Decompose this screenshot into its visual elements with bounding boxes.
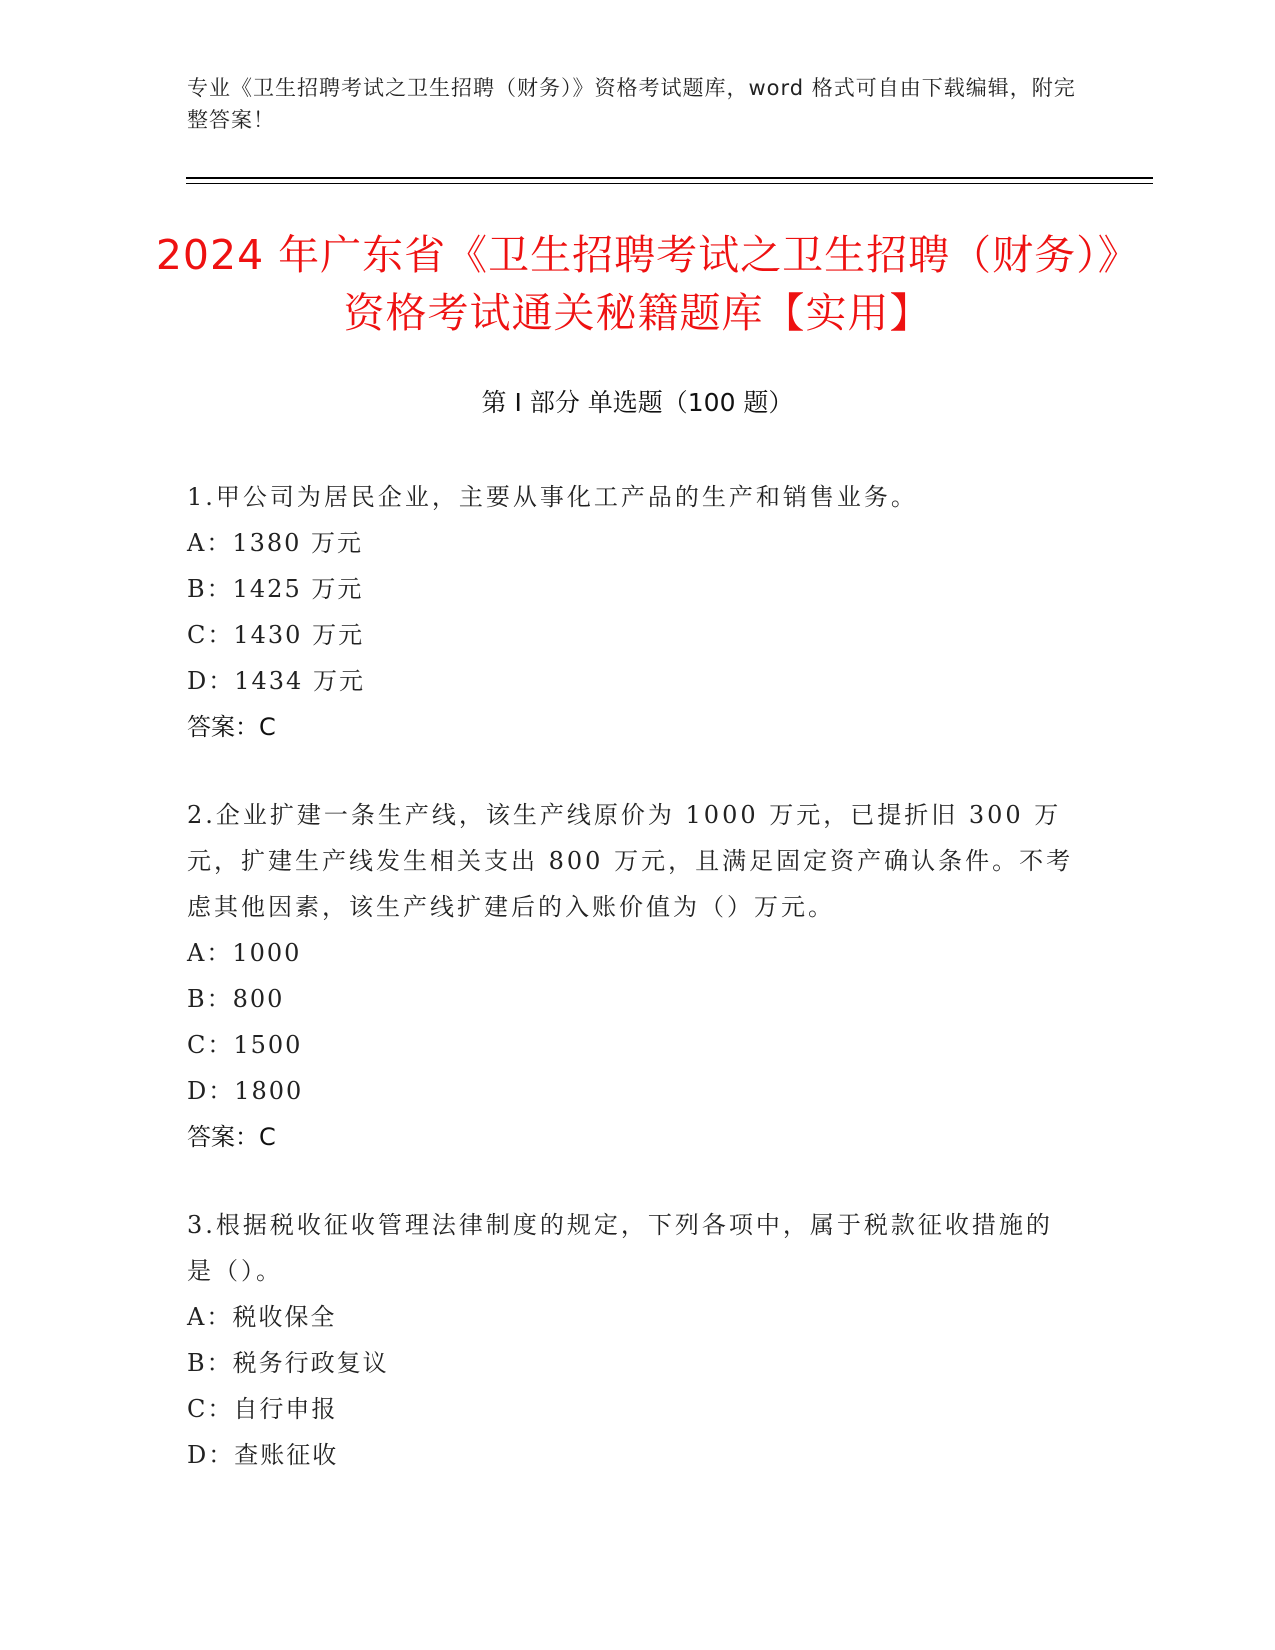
question-3 <box>187 1202 1077 1478</box>
question-list <box>187 474 1077 1520</box>
page-title: 2024 年广东省《卫生招聘考试之卫生招聘（财务）》资格考试通关秘籍题库【实用】 <box>155 231 1120 337</box>
header-divider-thick <box>186 177 1153 179</box>
option-b: B：800 <box>187 985 285 1013</box>
question-stem: 2.企业扩建一条生产线，该生产线原价为 1000 万元，已提折旧 300 万元，扩建生产线发生相关支出 800 万元，且满足固定资产确认条件。不考虑其他因素，该生产线扩建后的入账价值为（）万元。 <box>187 801 1074 921</box>
header-note: 专业《卫生招聘考试之卫生招聘（财务）》资格考试题库，word 格式可自由下载编辑，附完整答案！ <box>187 76 1076 132</box>
option-d: D：1800 <box>187 1077 304 1105</box>
answer: 答案：C <box>187 713 276 741</box>
option-a: A：税收保全 <box>187 1303 337 1331</box>
question-1 <box>187 474 1077 750</box>
option-c: C：1500 <box>187 1031 303 1059</box>
option-a: A：1000 <box>187 939 302 967</box>
answer: 答案：C <box>187 1123 276 1151</box>
option-d: D：查账征收 <box>187 1441 339 1469</box>
option-d: D：1434 万元 <box>187 667 365 695</box>
question-stem: 1.甲公司为居民企业，主要从事化工产品的生产和销售业务。 <box>187 483 918 511</box>
section-title: 第 I 部分 单选题（100 题） <box>481 388 794 417</box>
header-divider-thin <box>186 183 1153 184</box>
option-b: B：1425 万元 <box>187 575 364 603</box>
question-stem: 3.根据税收征收管理法律制度的规定，下列各项中，属于税款征收措施的是（）。 <box>187 1211 1053 1285</box>
question-2 <box>187 792 1077 1160</box>
option-c: C：自行申报 <box>187 1395 338 1423</box>
option-b: B：税务行政复议 <box>187 1349 389 1377</box>
option-a: A：1380 万元 <box>187 529 364 557</box>
option-c: C：1430 万元 <box>187 621 365 649</box>
